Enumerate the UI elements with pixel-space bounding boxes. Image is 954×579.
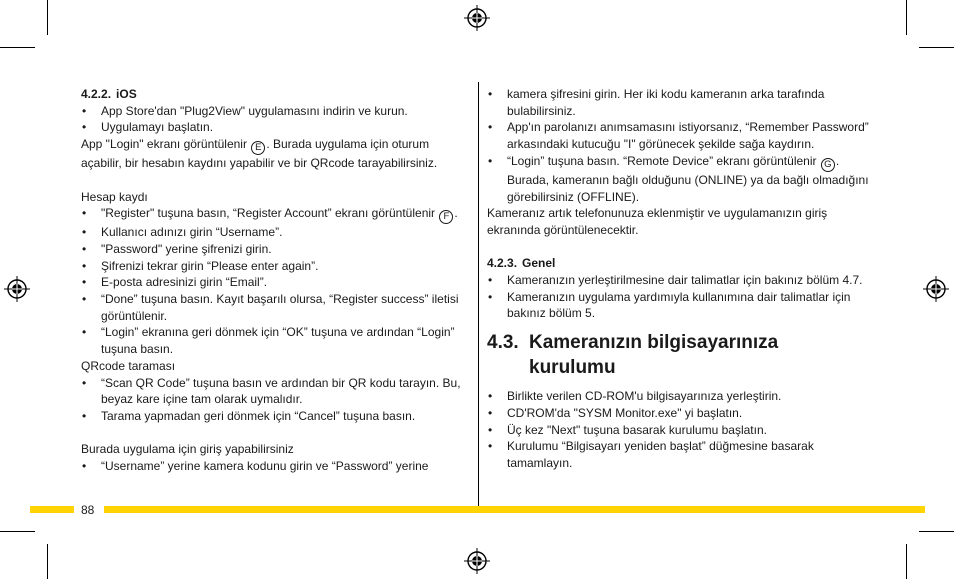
crop-mark-top-right-h <box>919 47 954 48</box>
callout-key-e-icon: E <box>251 141 265 155</box>
subsection-number: 4.2.2. <box>81 87 112 101</box>
register-steps-list <box>81 205 471 358</box>
crop-mark-top-left-v <box>47 0 48 35</box>
list-item: • Kameranızın uygulama yardımıyla kullanımına dair talimatlar için bakınız bölüm 5. <box>487 289 877 322</box>
left-column <box>81 86 471 475</box>
crop-mark-top-right-v <box>906 0 907 35</box>
summary-paragraph: Kameranız artık telefonunuza eklenmiştir ve uygulamanızın giriş ekranında görüntülenecektir. <box>487 206 828 237</box>
remote-step-text: “Login” tuşuna basın. “Remote Device” ekranı görüntülenir <box>507 153 817 168</box>
footer-accent-bar-right <box>104 506 925 513</box>
list-item: • Üç kez "Next" tuşuna basarak kurulumu başlatın. <box>487 422 877 439</box>
crop-mark-bottom-right-v <box>906 544 907 579</box>
callout-key-f-icon: F <box>439 210 453 224</box>
subsection-heading-ios <box>81 86 471 103</box>
general-steps-list <box>487 272 877 322</box>
section-number: 4.3. <box>487 332 519 354</box>
column-divider <box>478 82 479 507</box>
login-steps-continued <box>487 86 877 119</box>
register-first-text-cont: . <box>454 206 458 221</box>
list-item: • CD'ROM'da "SYSM Monitor.exe" yi başlatın. <box>487 405 877 422</box>
right-column <box>487 86 877 472</box>
list-item: • “Done” tuşuna basın. Kayıt başarılı olursa, “Register success” iletisi görüntülenir. <box>81 291 471 324</box>
login-title: Burada uygulama için giriş yapabilirsiniz <box>81 442 294 457</box>
qr-steps-list <box>81 375 471 425</box>
list-item <box>81 205 471 224</box>
list-item <box>487 153 877 205</box>
list-item: • “Scan QR Code” tuşuna basın ve ardından bir QR kodu tarayın. Bu, beyaz kare içine tam olarak uymalıdır. <box>81 375 471 408</box>
login-steps-list-b <box>487 119 877 205</box>
ios-steps-list <box>81 103 471 136</box>
remote-step-text-cont: . Burada, kameranın bağlı olduğunu (ONLINE) ya da bağlı olmadığını görebilirsiniz (OFFLINE). <box>507 153 869 204</box>
list-item: • "Password" yerine şifrenizi girin. <box>81 241 471 258</box>
callout-key-g-icon: G <box>821 158 835 172</box>
list-item: • Birlikte verilen CD-ROM'u bilgisayarınıza yerleştirin. <box>487 388 877 405</box>
list-item: • “Username” yerine kamera kodunu girin ve “Password” yerine <box>81 458 471 475</box>
crop-mark-bottom-left-v <box>47 544 48 579</box>
register-title: Hesap kaydı <box>81 189 148 204</box>
login-intro-text: App "Login" ekranı görüntülenir <box>81 137 247 152</box>
registration-mark-left-icon <box>4 276 30 302</box>
list-item: • Tarama yapmadan geri dönmek için “Cancel” tuşuna basın. <box>81 408 471 425</box>
subsection-heading-general <box>487 255 877 272</box>
register-first-text: "Register" tuşuna basın, “Register Account” ekranı görüntülenir <box>101 206 436 221</box>
registration-mark-right-icon <box>923 276 949 302</box>
list-item: • App Store'dan "Plug2View" uygulamasını indirin ve kurun. <box>81 103 471 120</box>
subsection-title: iOS <box>116 87 137 101</box>
subsection-number: 4.2.3. <box>487 256 518 271</box>
list-item-continuation: • kamera şifresini girin. Her iki kodu kameranın arka tarafında bulabilirsiniz. <box>487 86 877 119</box>
registration-mark-top-icon <box>464 5 490 31</box>
list-item: • Kullanıcı adınızı girin “Username”. <box>81 224 471 241</box>
subsection-title: Genel <box>522 256 556 271</box>
qr-title: QRcode taraması <box>81 358 176 373</box>
crop-mark-bottom-right-h <box>919 531 954 532</box>
list-item: • Uygulamayı başlatın. <box>81 119 471 136</box>
list-item: • App'ın parolanızı anımsamasını istiyorsanız, “Remember Password” arkasındaki kutucuğu "I" görünecek şekilde sağa kaydırın. <box>487 119 877 152</box>
list-item: • Kameranızın yerleştirilmesine dair talimatlar için bakınız bölüm 4.7. <box>487 272 877 289</box>
crop-mark-top-left-h <box>0 47 35 48</box>
section-heading <box>487 330 877 380</box>
login-intro-paragraph <box>81 136 471 172</box>
footer-accent-bar-left <box>30 506 74 513</box>
login-steps-list <box>81 458 471 475</box>
list-item: • “Login” ekranına geri dönmek için “OK” tuşuna ve ardından “Login” tuşuna basın. <box>81 324 471 357</box>
page-number: 88 <box>81 503 95 517</box>
login-intro-text-cont: . Burada uygulama için oturum açabilir, bir hesabın kaydını yapabilir ve bir QRcode tarayabilirsiniz. <box>81 137 438 171</box>
crop-mark-bottom-left-h <box>0 531 35 532</box>
install-steps-list <box>487 388 877 472</box>
list-item: • Şifrenizi tekrar girin “Please enter again”. <box>81 258 471 275</box>
list-item: • E-posta adresinizi girin “Email”. <box>81 274 471 291</box>
section-title: Kameranızın bilgisayarınıza kurulumu <box>529 332 779 379</box>
list-item: • Kurulumu “Bilgisayarı yeniden başlat” düğmesine basarak tamamlayın. <box>487 438 877 471</box>
registration-mark-bottom-icon <box>464 548 490 574</box>
